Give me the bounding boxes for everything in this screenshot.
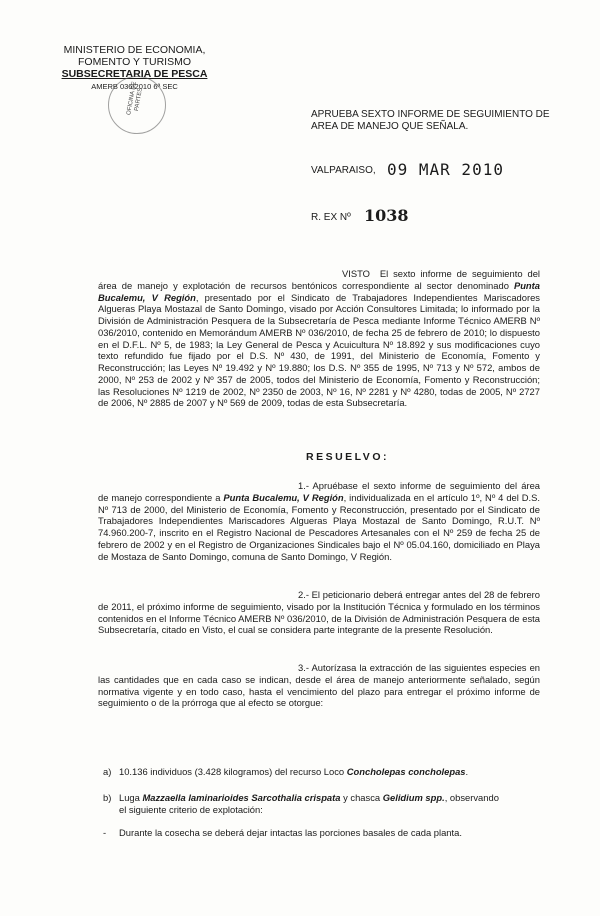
resolution-label: R. EX Nº <box>311 212 351 223</box>
reference-code: AMERB 036/2010 6ª SEC <box>91 82 178 91</box>
list-item-b-post: , observando <box>444 792 499 803</box>
list-item-b-pre: Luga <box>119 792 140 803</box>
article-1-area-name: Punta Bucalemu, V Región <box>223 491 344 503</box>
ministry-name-line2: FOMENTO Y TURISMO <box>78 56 191 68</box>
article-3: 3.- Autorízasa la extracción de las siguientes especies en las cantidades que en cada caso se indican, desde el área de manejo anteriormente señalado, según normativa vigente y en todo caso, hasta el vencimiento del plazo para entregar el próximo informe de seguimiento o de la prórroga que al efecto se otorgue: <box>98 662 540 709</box>
article-1 <box>98 480 540 562</box>
list-item-c-text: Durante la cosecha se deberá dejar intactas las porciones basales de cada planta. <box>119 827 462 838</box>
visto-paragraph <box>98 268 540 409</box>
list-item-b-continuation: el siguiente criterio de explotación: <box>119 804 263 815</box>
article-1-post: , individualizada en el artículo 1º, Nº 4 del D.S. Nº 713 de 2000, del Ministerio de Economía, Fomento y Reconstrucción, presentado por el Sindicato de Trabajadores Independientes Mariscadores Algueras Playa Mostazal de Santo Domingo, R.U.T. Nº 74.960.200-7, inscrito en el Registro Nacional de Pescadores Artesanales con el Nº 259 de fecha 25 de febrero de 2002 y en el Registro de Organizaciones Sindicales bajo el Nº 05.04.160, domiciliado en Playa de Mostaza de Santo Domingo, comuna de Santo Domingo, V Región. <box>98 491 540 562</box>
list-item-b-mid: y chasca <box>343 792 381 803</box>
visto-area-name: Punta Bucalemu, V Región <box>98 279 540 303</box>
date-stamp: 09 MAR 2010 <box>387 160 504 179</box>
list-item-a-marker: a) <box>103 766 112 777</box>
list-item-a-species: Concholepas concholepas <box>346 766 466 777</box>
ministry-name: MINISTERIO DE ECONOMIA, <box>63 44 206 56</box>
article-1-pre: 1.- Apruébase el sexto informe de seguimiento del área de manejo correspondiente a <box>98 480 540 503</box>
list-item-c <box>103 827 543 839</box>
list-item-b-species-1: Mazzaella laminarioides Sarcothalia crispata <box>142 792 341 803</box>
list-item-b-marker: b) <box>103 792 112 803</box>
resolution-number: 1038 <box>364 206 409 225</box>
article-2: 2.- El peticionario deberá entregar antes del 28 de febrero de 2011, el próximo informe de seguimiento, visado por la Institución Técnica y formulado en los términos contenidos en el Informe Técnico AMERB Nº 036/2010, de la División de Administración Pesquera de esta Subsecretaría, citado en Visto, el cual se considera parte integrante de la presente Resolución. <box>98 589 540 636</box>
list-item-b-species-2: Gelidium spp. <box>382 792 445 803</box>
place-label: VALPARAISO, <box>311 165 376 176</box>
list-item-c-marker: - <box>103 827 107 838</box>
visto-text-post: , presentado por el Sindicato de Trabajadores Independientes Mariscadores Algueras Playa Mostazal de Santo Domingo, visado por Acción Consultores Limitada; lo informado por la División de Administración Pesquera de la Subsecretaría de Pesca mediante Informe Técnico AMERB Nº 036/2010, contenido en Memorándum AMERB Nº 036/2010, de fecha 25 de febrero de 2010; lo dispuesto en el D.F.L. Nº 5, de 1983; la Ley General de Pesca y Acuicultura Nº 18.892 y sus modificaciones cuyo texto refundido fue fijado por el D.S. Nº 430, de 1991, del Ministerio de Economía, Fomento y Reconstrucción; las Leyes Nº 19.492 y Nº 19.880; los D.S. Nº 355 de 1995, Nº 713 y Nº 572, ambos de 2000, Nº 253 de 2002 y Nº 357 de 2005, todos del Ministerio de Economía, Fomento y Reconstrucción; las Resoluciones Nº 1219 de 2002, Nº 2350 de 2003, Nº 16, Nº 2281 y Nº 4280, todas de 2005, Nº 2727 de 2006, Nº 2885 de 2007 y Nº 569 de 2009, todas de esta Subsecretaría. <box>98 291 540 409</box>
list-item-a <box>103 766 543 778</box>
resolution-summary: APRUEBA SEXTO INFORME DE SEGUIMIENTO DE AREA DE MANEJO QUE SEÑALA. <box>311 109 550 132</box>
visto-label: VISTO <box>342 268 370 279</box>
list-item-a-pre: 10.136 individuos (3.428 kilogramos) del recurso Loco <box>119 766 345 777</box>
list-item-b <box>103 792 543 804</box>
resuelvo-heading: RESUELVO: <box>306 451 389 463</box>
subsecretaria-name: SUBSECRETARIA DE PESCA <box>61 68 208 80</box>
list-item-a-post: . <box>465 766 469 777</box>
seal-text: OFICINA DE PARTES <box>126 81 144 116</box>
visto-text-pre: El sexto informe de seguimiento del área de manejo y explotación de recursos bentónicos correspondiente al sector denominado <box>98 268 540 291</box>
